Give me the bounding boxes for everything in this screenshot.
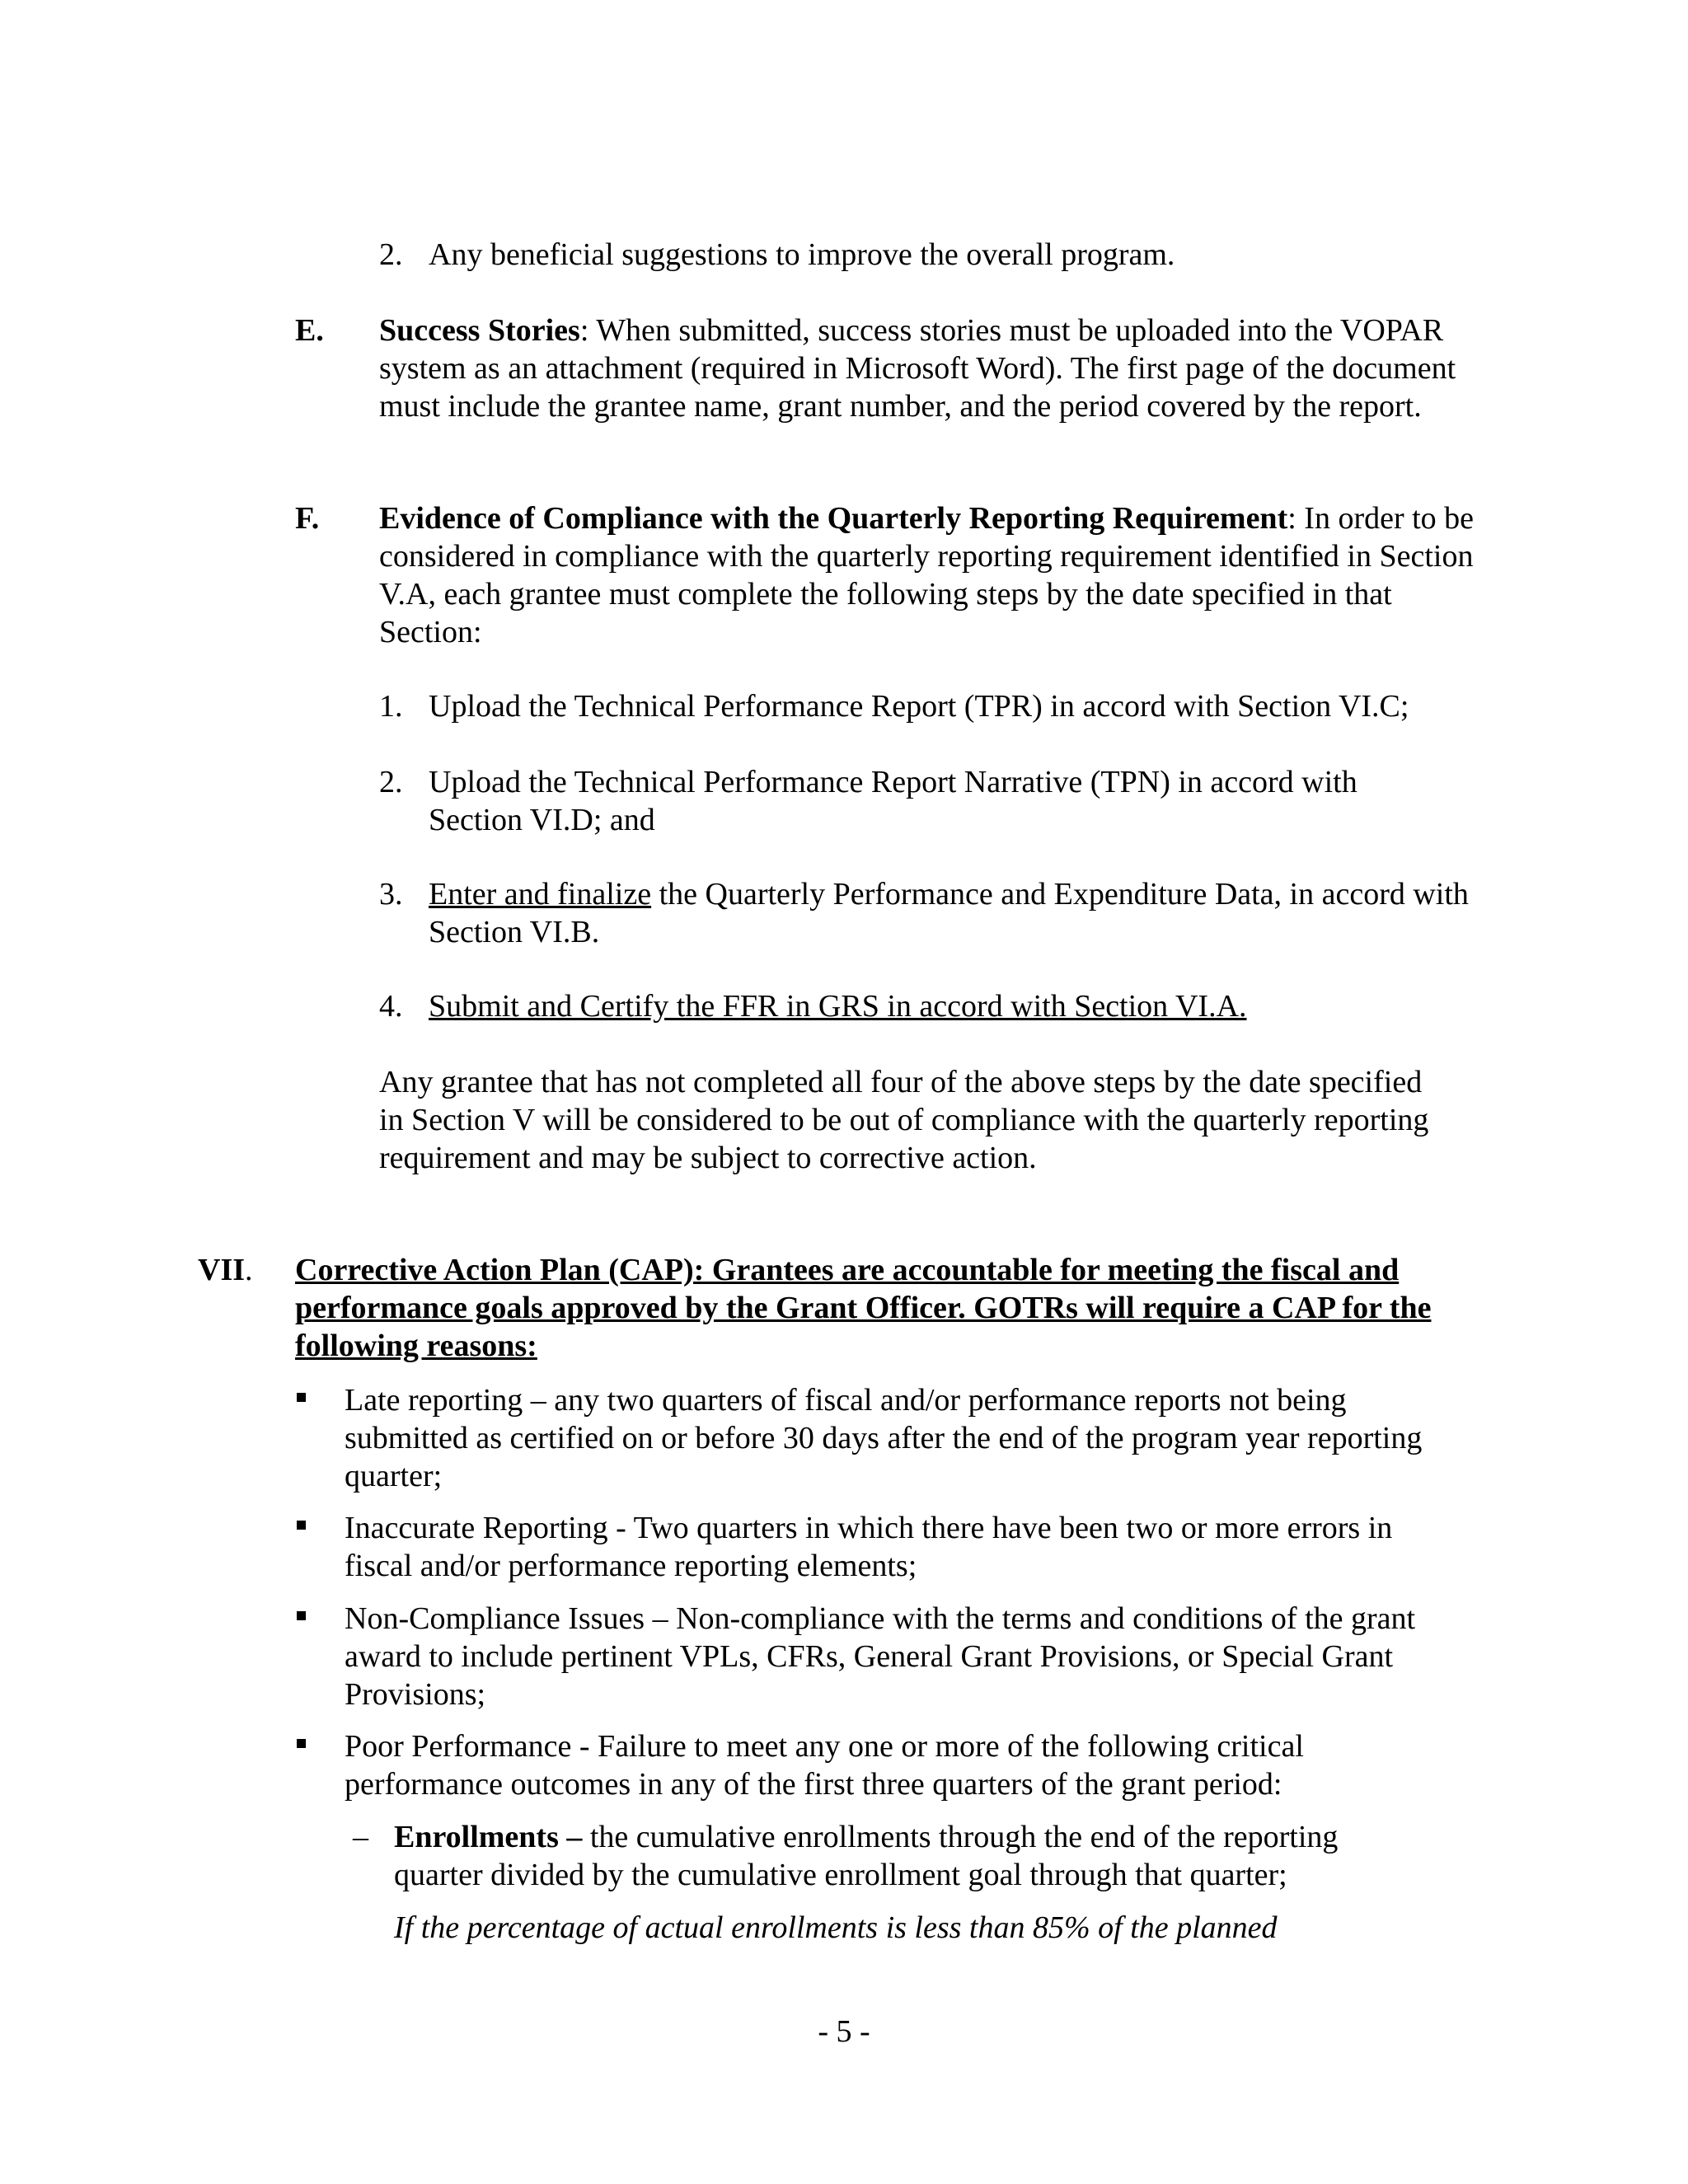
list-item-text: Submit and Certify the FFR in GRS in accord with Section VI.A. (429, 989, 1247, 1024)
list-item-text: Upload the Technical Performance Report (TPR) in accord with Section VI.C; (429, 689, 1409, 724)
page-number: - 5 - (818, 2014, 870, 2049)
section-number: VII (198, 1253, 246, 1287)
section-e-paragraph (379, 312, 1475, 425)
section-label (198, 1251, 253, 1289)
list-number: 1. (379, 689, 403, 724)
bullet-icon (297, 1611, 306, 1620)
list-number: 2. (379, 237, 403, 272)
closing-paragraph: Any grantee that has not completed all four of the above steps by the date specified in Section V will be considered to be out of compliance with the quarterly reporting requirement and may be subject to corrective action. (379, 1065, 1429, 1175)
section-heading: Evidence of Compliance with the Quarterly Reporting Requirement (379, 501, 1288, 536)
section-label: F. (295, 501, 320, 536)
sub-item-body: the cumulative enrollments through the end of the reporting quarter divided by the cumulative enrollment goal through that quarter; (394, 1820, 1339, 1892)
section-f-paragraph (379, 499, 1475, 651)
list-item-text: Any beneficial suggestions to improve the overall program. (429, 237, 1175, 272)
bullet-icon (297, 1393, 306, 1402)
list-item-rest: the Quarterly Performance and Expenditure Data, in accord with Section VI.B. (429, 877, 1469, 949)
section-label: E. (295, 313, 324, 348)
underlined-text: Enter and finalize (429, 877, 652, 912)
section-body: In order to be considered in compliance with the quarterly reporting requirement identified in Section V.A, each grantee must complete the following steps by the date specified in that Section: (379, 501, 1475, 649)
bullet-text: Poor Performance - Failure to meet any one or more of the following critical performance outcomes in any of the first three quarters of the grant period: (345, 1729, 1304, 1802)
list-item-text (429, 875, 1475, 951)
section-body: When submitted, success stories must be uploaded into the VOPAR system as an attachment (required in Microsoft Word). The first page of the document must include the grantee name, grant number, and the period covered by the report. (379, 313, 1456, 424)
list-number: 3. (379, 877, 403, 912)
heading-colon: : (1287, 501, 1296, 536)
sub-item-heading: Enrollments – (394, 1820, 583, 1854)
bullet-icon (297, 1521, 306, 1530)
list-number: 4. (379, 989, 403, 1024)
sub-item-italic: If the percentage of actual enrollments is less than 85% of the planned (394, 1910, 1278, 1945)
bullet-text: Non-Compliance Issues – Non-compliance with the terms and conditions of the grant award to include pertinent VPLs, CFRs, General Grant Provisions, or Special Grant Provisions; (345, 1601, 1416, 1712)
list-number: 2. (379, 765, 403, 799)
bullet-icon (297, 1739, 306, 1748)
bullet-text: Late reporting – any two quarters of fiscal and/or performance reports not being submitted as certified on or before 30 days after the end of the program year reporting quarter; (345, 1383, 1423, 1493)
dash-marker: – (353, 1820, 368, 1854)
section-number-dot: . (245, 1253, 253, 1287)
list-item-text: Upload the Technical Performance Report Narrative (TPN) in accord with Section VI.D; and (429, 765, 1357, 837)
sub-item-text (394, 1818, 1424, 1894)
heading-colon: : (579, 313, 589, 348)
section-heading: Corrective Action Plan (CAP): Grantees are accountable for meeting the fiscal and performance goals approved by the Grant Officer. GOTRs will require a CAP for the following reasons: (295, 1253, 1432, 1363)
section-heading: Success Stories (379, 313, 580, 348)
bullet-text: Inaccurate Reporting - Two quarters in which there have been two or more errors in fiscal and/or performance reporting elements; (345, 1511, 1393, 1583)
